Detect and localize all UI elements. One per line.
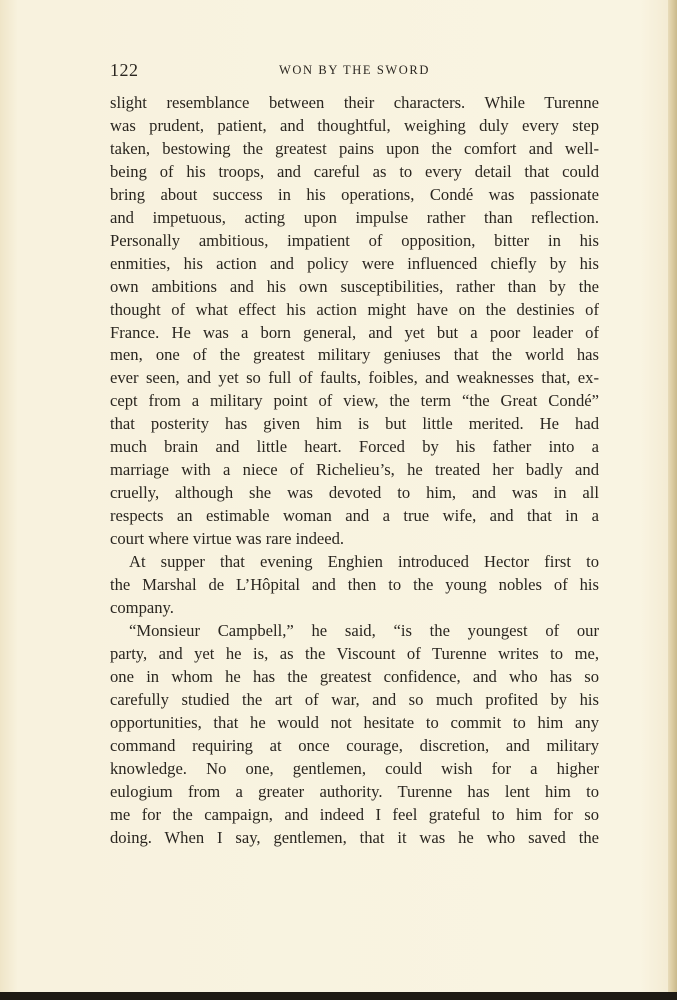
- text-line: taken, bestowing the greatest pains upon the comfort and well-: [110, 138, 599, 158]
- text-line: and impetuous, acting upon impulse rather than reflection.: [110, 207, 599, 227]
- text-line: court where virtue was rare indeed.: [110, 529, 345, 549]
- text-line: doing. When I say, gentlemen, that it was he who saved the: [110, 827, 599, 847]
- text-line: thought of what effect his action might have on the destinies of: [110, 299, 599, 319]
- running-head-title: WON BY THE SWORD: [279, 63, 430, 77]
- text-line: enmities, his action and policy were influenced chiefly by his: [110, 253, 599, 273]
- text-line: one in whom he has the greatest confidence, and who has so: [110, 666, 599, 686]
- running-head: [110, 58, 599, 82]
- text-line: own ambitions and his own susceptibilities, rather than by the: [110, 276, 599, 296]
- text-line: cept from a military point of view, the term “the Great Condé”: [110, 391, 599, 411]
- text-line: much brain and little heart. Forced by his father into a: [110, 437, 599, 457]
- text-line: that posterity has given him is but little merited. He had: [110, 414, 599, 434]
- text-line: party, and yet he is, as the Viscount of Turenne writes to me,: [110, 643, 599, 663]
- text-line: ever seen, and yet so full of faults, foibles, and weaknesses that, ex-: [110, 368, 599, 388]
- text-line: eulogium from a greater authority. Turenne has lent him to: [110, 781, 599, 801]
- text-line: command requiring at once courage, discretion, and military: [110, 735, 599, 755]
- text-line: company.: [110, 597, 174, 617]
- text-line: being of his troops, and careful as to every detail that could: [110, 161, 599, 181]
- text-line: the Marshal de L’Hôpital and then to the young nobles of his: [110, 575, 599, 595]
- page-number: 122: [110, 60, 139, 80]
- scan-bottom-edge: [0, 992, 677, 1000]
- text-line: opportunities, that he would not hesitate to commit to him any: [110, 712, 599, 732]
- text-line: was prudent, patient, and thoughtful, weighing duly every step: [110, 115, 599, 135]
- text-line: At supper that evening Enghien introduced Hector first to: [129, 552, 599, 572]
- text-line: cruelly, although she was devoted to him, and was in all: [110, 483, 599, 503]
- text-line: carefully studied the art of war, and so much profited by his: [110, 689, 599, 709]
- text-line: men, one of the greatest military geniuses that the world has: [110, 345, 599, 365]
- page-binding-edge: [668, 0, 677, 1000]
- body-text: [110, 92, 599, 849]
- text-line: Personally ambitious, impatient of opposition, bitter in his: [110, 230, 599, 250]
- text-line: knowledge. No one, gentlemen, could wish for a higher: [110, 758, 599, 778]
- text-line: respects an estimable woman and a true wife, and that in a: [110, 506, 599, 526]
- text-line: bring about success in his operations, Condé was passionate: [110, 184, 599, 204]
- text-line: slight resemblance between their characters. While Turenne: [110, 93, 599, 112]
- text-line: “Monsieur Campbell,” he said, “is the youngest of our: [129, 620, 599, 640]
- text-line: France. He was a born general, and yet but a poor leader of: [110, 322, 599, 342]
- text-line: me for the campaign, and indeed I feel grateful to him for so: [110, 804, 599, 824]
- text-line: marriage with a niece of Richelieu’s, he treated her badly and: [110, 460, 599, 480]
